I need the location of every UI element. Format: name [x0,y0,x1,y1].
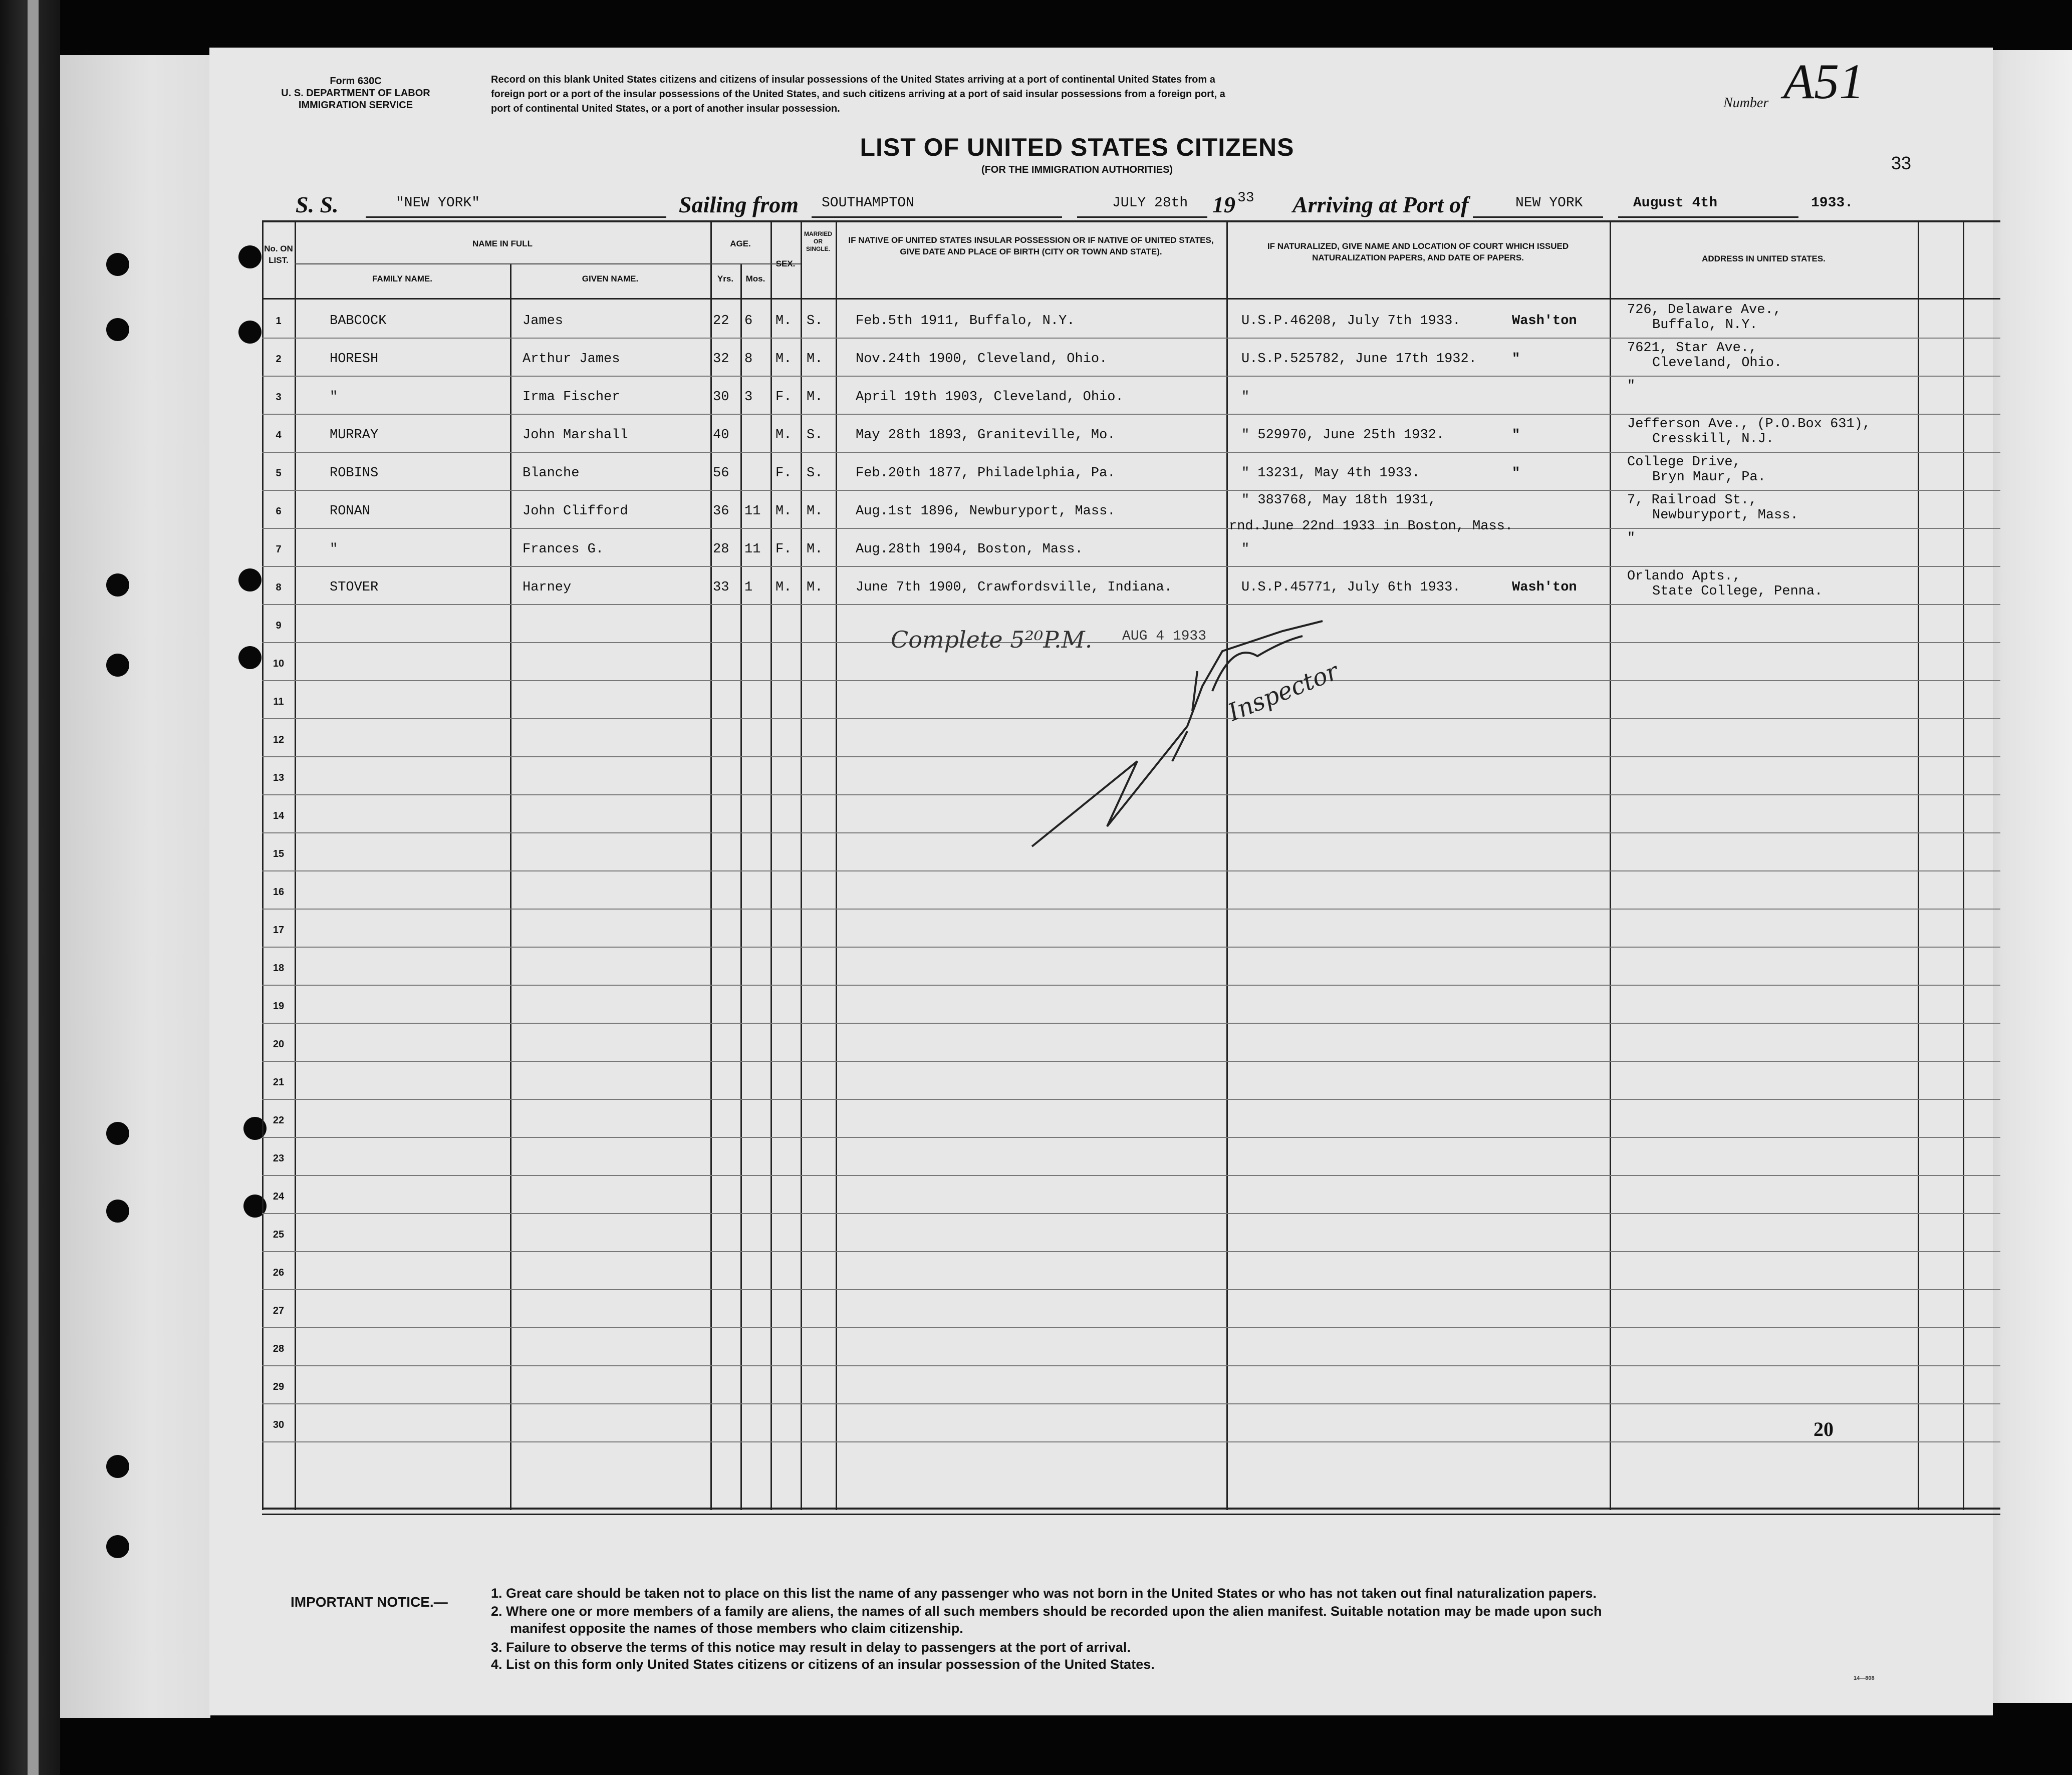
year-suffix: 33 [1237,190,1254,206]
row-number: 9 [276,620,282,631]
count-mark: 20 [1814,1418,1834,1440]
address-line2: Cleveland, Ohio. [1652,356,1782,371]
age-years: 56 [713,466,729,481]
birth-info: Aug.1st 1896, Newburyport, Mass. [856,504,1116,519]
marital-status: M. [807,580,823,595]
naturalization-court: " [1512,352,1520,367]
col-header-age: AGE. [730,239,751,248]
col-header-family: FAMILY NAME. [372,274,432,283]
row-number: 21 [273,1077,285,1088]
given-name: Frances G. [523,542,604,557]
row-line [262,452,2000,453]
address-line1: " [1627,531,1636,546]
row-number: 4 [276,430,282,441]
address-line2: Cresskill, N.J. [1652,432,1774,447]
family-name: MURRAY [330,428,379,443]
row-line [262,414,2000,415]
address-line2: Bryn Maur, Pa. [1652,470,1766,485]
col-header-naturalized: IF NATURALIZED, GIVE NAME AND LOCATION OF COURT WHICH ISSUED NATURALIZATION PAPERS, AND DATE OF PAPERS. [1267,241,1569,262]
birth-info: Nov.24th 1900, Cleveland, Ohio. [856,352,1108,367]
ship-name-underline [366,216,666,218]
given-name: John Clifford [523,504,628,519]
row-number: 28 [273,1343,285,1354]
col-header-married: MARRIED OR SINGLE. [804,230,832,252]
address-line2: State College, Penna. [1652,584,1823,599]
address-line1: 7621, Star Ave., [1627,341,1757,356]
address-line1: 726, Delaware Ave., [1627,303,1781,318]
marital-status: M. [807,390,823,405]
row-number: 3 [276,392,282,403]
row-line [262,376,2000,377]
notice-item: 4. List on this form only United States citizens or citizens of an insular possession of the United States. [491,1657,1155,1672]
sex: M. [775,352,792,367]
arrival-date: August 4th [1633,195,1718,211]
age-months: 1 [744,580,753,595]
naturalization: U.S.P.46208, July 7th 1933. [1241,314,1461,329]
col-header-mos: Mos. [745,274,765,283]
naturalization: U.S.P.45771, July 6th 1933. [1241,580,1461,595]
col-header-yrs: Yrs. [717,274,734,283]
row-number: 20 [273,1039,285,1050]
row-number: 24 [273,1191,285,1202]
sex: M. [775,580,792,595]
col-divider [740,263,742,1510]
marital-status: M. [807,542,823,557]
row-line [262,528,2000,529]
page-number: 33 [1891,153,1912,173]
address-line2: Buffalo, N.Y. [1652,318,1758,333]
date-stamp: AUG 4 1933 [1122,629,1207,644]
row-line [262,1289,2000,1290]
col-header-given: GIVEN NAME. [582,274,639,283]
family-name: ROBINS [330,466,379,481]
family-name: RONAN [330,504,371,519]
row-number: 10 [273,658,285,669]
row-line [262,1251,2000,1252]
ship-name: "NEW YORK" [396,195,480,211]
row-number: 26 [273,1267,285,1278]
table-bottom-border [262,1508,2000,1510]
binder-stripe [28,0,39,1775]
naturalization: " [1241,542,1250,557]
age-years: 33 [713,580,729,595]
marital-status: S. [807,466,823,481]
row-line [262,985,2000,986]
row-number: 17 [273,925,285,936]
address-line1: Orlando Apts., [1627,569,1741,584]
age-years: 30 [713,390,729,405]
naturalization: " 529970, June 25th 1932. [1241,428,1445,443]
punch-hole [106,1200,129,1223]
punch-hole [106,654,129,677]
form-code: 14—808 [1854,1675,1875,1681]
sex: M. [775,504,792,519]
age-months: 11 [744,542,761,557]
department-name: U. S. DEPARTMENT OF LABOR [281,88,430,99]
sex: F. [775,466,792,481]
marital-status: M. [807,504,823,519]
header-bottom-border [262,298,2000,300]
birth-info: Feb.5th 1911, Buffalo, N.Y. [856,314,1075,329]
family-name: BABCOCK [330,314,387,329]
col-header-address: ADDRESS IN UNITED STATES. [1702,254,1826,263]
row-line [262,1365,2000,1366]
sex: F. [775,390,792,405]
row-line [262,1403,2000,1404]
record-text-line: port of continental United States, or a port of another insular possession. [491,103,840,114]
notice-item: 1. Great care should be taken not to place on this list the name of any passenger who was not born in the United States or who has not taken out final naturalization papers. [491,1586,1597,1601]
table-bottom-border-2 [262,1514,2000,1515]
row-number: 2 [276,354,282,365]
notice-item: manifest opposite the names of those members who claim citizenship. [510,1621,963,1636]
form-number: Form 630C [330,76,382,87]
row-number: 23 [273,1153,285,1164]
address-line1: " [1627,379,1636,394]
naturalization: " [1241,390,1250,405]
sailing-from-label: Sailing from [679,192,799,217]
notice-item: 2. Where one or more members of a family are aliens, the names of all such members should be recorded upon the alien manifest. Suitable notation may be made upon such [491,1604,1602,1619]
row-number: 11 [273,696,284,707]
age-years: 22 [713,314,729,329]
naturalization-court: Wash'ton [1512,314,1577,329]
birth-info: Feb.20th 1877, Philadelphia, Pa. [856,466,1116,481]
birth-info: May 28th 1893, Graniteville, Mo. [856,428,1116,443]
sex: M. [775,314,792,329]
row-line [262,338,2000,339]
row-number: 15 [273,848,285,859]
form-identifier [281,75,431,111]
row-number: 22 [273,1115,285,1126]
row-number: 5 [276,468,282,479]
punch-hole [106,1535,129,1558]
page-subtitle: (FOR THE IMMIGRATION AUTHORITIES) [981,164,1173,175]
naturalization-court: Wash'ton [1512,580,1577,595]
signature-title: Inspector [1224,657,1343,727]
arriving-port: NEW YORK [1515,195,1583,211]
record-instructions [491,73,1793,116]
row-line [262,909,2000,910]
complete-annotation: Complete 5²⁰P.M. [891,626,1093,653]
age-years: 32 [713,352,729,367]
marital-status: M. [807,352,823,367]
service-name: IMMIGRATION SERVICE [298,100,413,111]
row-number: 29 [273,1381,285,1392]
marital-status: S. [807,428,823,443]
row-line [262,947,2000,948]
given-name: Blanche [523,466,580,481]
row-number: 13 [273,772,285,783]
punch-hole [106,318,129,341]
row-number: 14 [273,810,285,821]
record-text-line: foreign port or a port of the insular possessions of the United States, and such citizens arriving at a port of said insular possessions from a foreign port, a [491,89,1225,100]
age-years: 40 [713,428,729,443]
col-header-birth: IF NATIVE OF UNITED STATES INSULAR POSSESSION OR IF NATIVE OF UNITED STATES, GIVE DATE AND PLACE OF BIRTH (CITY OR TOWN AND STATE). [848,235,1214,256]
sailing-from-underline [812,216,1062,218]
sailing-date-underline [1077,216,1207,218]
age-years: 28 [713,542,729,557]
col-divider [510,263,511,1510]
punch-hole [106,573,129,597]
page-title: LIST OF UNITED STATES CITIZENS [860,133,1294,161]
row-line [262,1441,2000,1442]
record-text-line: Record on this blank United States citizens and citizens of insular possessions of the United States arriving at a port of continental United States from a [491,74,1215,85]
year-prefix: 19 [1212,192,1235,217]
age-months: 8 [744,352,753,367]
row-line [262,1061,2000,1062]
col-header-sex: SEX. [775,259,796,268]
age-months: 6 [744,314,753,329]
arriving-label: Arriving at Port of [1292,192,1469,217]
age-months: 11 [744,504,761,519]
row-number: 6 [276,506,282,517]
row-line [262,490,2000,491]
address-line1: Jefferson Ave., (P.O.Box 631), [1627,417,1871,432]
naturalization-court: " [1512,466,1520,481]
inspector-signature [1022,611,1373,871]
ss-label: S. S. [296,192,339,217]
sailing-from-port: SOUTHAMPTON [822,195,914,211]
marital-status: S. [807,314,823,329]
given-name: Arthur James [523,352,620,367]
page-margin-strip [60,55,210,1718]
notice-item: 3. Failure to observe the terms of this notice may result in delay to passengers at the port of arrival. [491,1640,1131,1655]
family-name: " [330,542,338,557]
subheader-divider [295,263,801,264]
row-number: 18 [273,963,285,974]
punch-hole [106,253,129,276]
row-number: 27 [273,1305,285,1316]
table-top-border [262,220,2000,222]
row-line [262,1213,2000,1214]
punch-hole [106,1122,129,1145]
naturalization-court: " [1512,428,1520,443]
number-label: Number [1723,95,1769,111]
sailing-date: JULY 28th [1112,195,1188,211]
row-number: 16 [273,886,285,898]
col-header-name: NAME IN FULL [472,239,533,248]
notice-label: IMPORTANT NOTICE.— [291,1594,448,1610]
given-name: Irma Fischer [523,390,620,405]
row-number: 25 [273,1229,285,1240]
row-line [262,1023,2000,1024]
passenger-table [209,220,1993,1533]
row-number: 19 [273,1001,285,1012]
age-months: 3 [744,390,753,405]
given-name: James [523,314,564,329]
row-number: 30 [273,1419,285,1430]
arrival-date-underline [1618,216,1798,218]
given-name: Harney [523,580,572,595]
sex: M. [775,428,792,443]
manifest-number: A51 [1783,54,1865,109]
sex: F. [775,542,792,557]
address-line2: Newburyport, Mass. [1652,508,1798,523]
row-line [262,604,2000,605]
arriving-port-underline [1473,216,1603,218]
given-name: John Marshall [523,428,628,443]
row-line [262,566,2000,567]
row-number: 12 [273,734,285,745]
address-line1: College Drive, [1627,455,1741,470]
family-name: STOVER [330,580,379,595]
voyage-line [0,180,2072,220]
row-number: 1 [276,316,282,327]
birth-info: June 7th 1900, Crawfordsville, Indiana. [856,580,1172,595]
row-number: 7 [276,544,282,555]
family-name: HORESH [330,352,379,367]
row-line [262,1327,2000,1328]
address-line1: 7, Railroad St., [1627,493,1757,508]
birth-info: Aug.28th 1904, Boston, Mass. [856,542,1083,557]
naturalization: " 383768, May 18th 1931, [1241,493,1436,508]
row-number: 8 [276,582,282,593]
punch-hole [106,1455,129,1478]
naturalization-extra: rnd.June 22nd 1933 in Boston, Mass. [1229,519,1513,534]
col-header-no: No. ON LIST. [264,244,293,265]
birth-info: April 19th 1903, Cleveland, Ohio. [856,390,1124,405]
naturalization: U.S.P.525782, June 17th 1932. [1241,352,1477,367]
row-line [262,1137,2000,1138]
arrival-year: 1933. [1811,195,1854,211]
family-name: " [330,390,338,405]
naturalization: " 13231, May 4th 1933. [1241,466,1420,481]
age-years: 36 [713,504,729,519]
row-line [262,1099,2000,1100]
row-line [262,1175,2000,1176]
